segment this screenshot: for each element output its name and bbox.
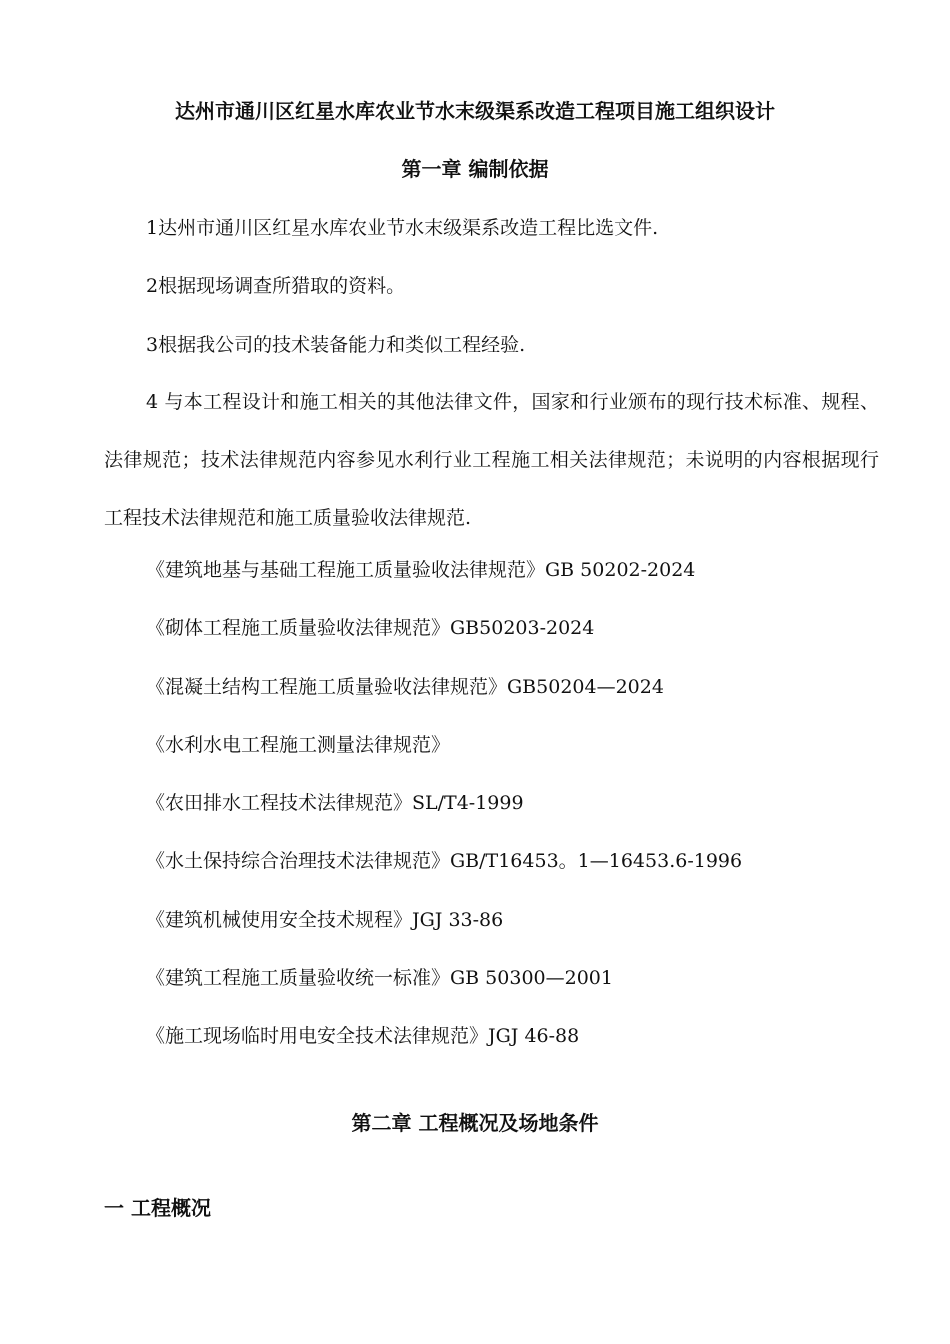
chapter-1-heading: 第一章 编制依据 — [401, 157, 549, 181]
document-title: 达州市通川区红星水库农业节水末级渠系改造工程项目施工组织设计 — [175, 99, 775, 123]
basis-item-3: 3根据我公司的技术装备能力和类似工程经验. — [146, 334, 526, 356]
standard-item: 《施工现场临时用电安全技术法律规范》JGJ 46-88 — [146, 1025, 580, 1047]
chapter-2-heading: 第二章 工程概况及场地条件 — [351, 1111, 599, 1135]
standard-item: 《水土保持综合治理技术法律规范》GB/T16453。1—16453.6-1996 — [146, 850, 743, 872]
standard-item: 《水利水电工程施工测量法律规范》 — [146, 734, 451, 756]
basis-item-2: 2根据现场调查所猎取的资料。 — [146, 275, 406, 297]
section-heading-overview: 一 工程概况 — [104, 1196, 211, 1220]
standard-item: 《建筑机械使用安全技术规程》JGJ 33-86 — [146, 909, 504, 931]
standard-item: 《建筑工程施工质量验收统一标准》GB 50300—2001 — [146, 967, 613, 989]
standard-item: 《农田排水工程技术法律规范》SL/T4-1999 — [146, 792, 524, 814]
standard-item: 《砌体工程施工质量验收法律规范》GB50203-2024 — [146, 617, 595, 639]
standard-item: 《混凝土结构工程施工质量验收法律规范》GB50204—2024 — [146, 676, 664, 698]
basis-item-1: 1达州市通川区红星水库农业节水末级渠系改造工程比选文件. — [146, 217, 659, 239]
standard-item: 《建筑地基与基础工程施工质量验收法律规范》GB 50202-2024 — [146, 559, 696, 581]
basis-item-4: 4 与本工程设计和施工相关的其他法律文件，国家和行业颁布的现行技术标准、规程、法律规范；技术法律规范内容参见水利行业工程施工相关法律规范；未说明的内容根据现行工程技术法律规范和施工质量验收法律规范. — [104, 391, 879, 529]
